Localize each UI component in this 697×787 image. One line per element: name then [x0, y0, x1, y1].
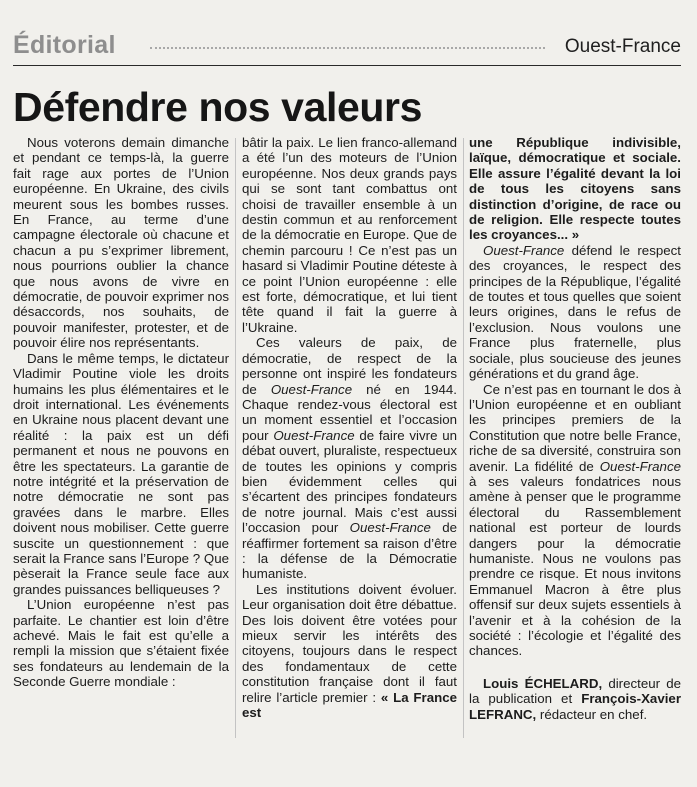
- paragraph: Nous voterons demain dimanche et pendant ce temps-là, la guerre fait rage aux portes de l’Union européenne. En Ukraine, des civils meurent sous les bombes russes. En France, au terme d’une campagne électorale où chacune et chacun a pu s’exprimer librement, nous pourrions oublier la chance que nous avons de vivre en démocratie, de pouvoir exprimer nos désaccords, nos souhaits, de pouvoir manifester, protester, et de pouvoir élire nos représentants.: [13, 135, 229, 351]
- paragraph: bâtir la paix. Le lien franco-allemand a été l’un des moteurs de l’Union européenne. Nos deux grands pays qui se sont tant combattus ont choisi de travailler ensemble à un destin commun et au renforcement de la démocratie en Europe. Que de chemin parcouru ! Ce n’est pas un hasard si Vladimir Poutine déteste à ce point l’Union européenne : elle est forte, démocratique, et lui tient tête quand il fait la guerre à l’Ukraine.: [242, 135, 457, 335]
- author-name: Louis ÉCHELARD,: [483, 675, 603, 691]
- newspaper-name-italic: Ouest-France: [270, 381, 353, 397]
- section-header: [13, 31, 681, 63]
- constitution-quote: « La France est: [242, 689, 457, 721]
- newspaper-name-italic: Ouest-France: [273, 427, 355, 443]
- newspaper-name-italic: Ouest-France: [349, 520, 431, 536]
- paragraph: Dans le même temps, le dictateur Vladimir Poutine viole les droits humains les plus élémentaires et le droit international. Les événements en Ukraine nous placent devant une réalité : la paix est un défi permanent et nous ne pouvons en être les spectateurs. La garantie de notre intégrité et la préservation de notre démocratie ne sont pas gravées dans le marbre. Elles doivent nous mobiliser. Cette guerre suscite un questionnement : que serait la France sans l’Europe ? Que pèserait la France seule face aux grandes puissances belliqueuses ?: [13, 350, 229, 597]
- column-divider: [235, 138, 236, 738]
- article-column-3: [469, 135, 681, 722]
- header-rule: [13, 65, 681, 66]
- signature: Louis ÉCHELARD, directeur de la publication et François-Xavier LEFRANC, rédacteur en chef.: [469, 675, 681, 722]
- paragraph: Ce n’est pas en tournant le dos à l’Union européenne et en oubliant les principes premiers de la Constitution que notre belle France, riche de sa diversité, construira son avenir. La fidélité de Ouest-France à ses valeurs fondatrices nous amène à penser que le programme électoral du Rassemblement national est porteur de lourds dangers pour la démocratie humaniste. Nous ne voulons pas prendre ce risque. Et nous invitons Emmanuel Macron à être plus offensif sur deux sujets essentiels à l’avenir et à la cohésion de la société : l’écologie et l’égalité des chances.: [469, 381, 681, 659]
- paragraph: L’Union européenne n’est pas parfaite. Le chantier est loin d’être achevé. Mais le fait est qu’elle a rempli la mission que s’étaient fixée ses fondateurs au lendemain de la Seconde Guerre mondiale :: [13, 597, 229, 690]
- paragraph: Ouest-France défend le respect des croyances, le respect des principes de la République, l’égalité de toutes et tous quelles que soient leurs origines, dans le refus de l’exclusion. Nous voulons une France plus fraternelle, plus sociale, plus soucieuse des jeunes générations et du grand âge.: [469, 242, 681, 382]
- constitution-quote: une République indivisible, laïque, démocratique et sociale. Elle assure l’égalité devant la loi de tous les citoyens sans distinction d’origine, de race ou de religion. Elle respecte toutes les croyances... »: [469, 135, 681, 243]
- article-title: Défendre nos valeurs: [13, 84, 422, 130]
- newspaper-name-italic: Ouest-France: [599, 458, 681, 474]
- paragraph: Les institutions doivent évoluer. Leur organisation doit être débattue. Des lois doivent être votées pour mieux servir les intérêts des citoyens, toujours dans le respect des fondamentaux de cette constitution française dont il faut relire l’article premier : « La France est: [242, 581, 457, 721]
- column-divider: [463, 138, 464, 738]
- paragraph: Ces valeurs de paix, de démocratie, de respect de la personne ont inspiré les fondateurs de Ouest-France né en 1944. Chaque rendez-vous électoral est un moment essentiel et l’occasion pour Ouest-France de faire vivre un débat ouvert, pluraliste, respectueux de toutes les opinions y compris bien évidemment celles qui s’écartent des principes fondateurs de notre journal. Mais c’est aussi l’occasion pour Ouest-France de réaffirmer fortement sa raison d’être : la défense de la Démocratie humaniste.: [242, 335, 457, 582]
- article-column-2: [242, 135, 457, 720]
- section-label: Éditorial: [13, 31, 116, 59]
- dotted-separator: [150, 47, 545, 49]
- author-name: François-Xavier LEFRANC,: [469, 691, 681, 722]
- newspaper-name: Ouest-France: [564, 36, 681, 57]
- article-column-1: [13, 135, 229, 690]
- newspaper-name-italic: Ouest-France: [483, 242, 565, 258]
